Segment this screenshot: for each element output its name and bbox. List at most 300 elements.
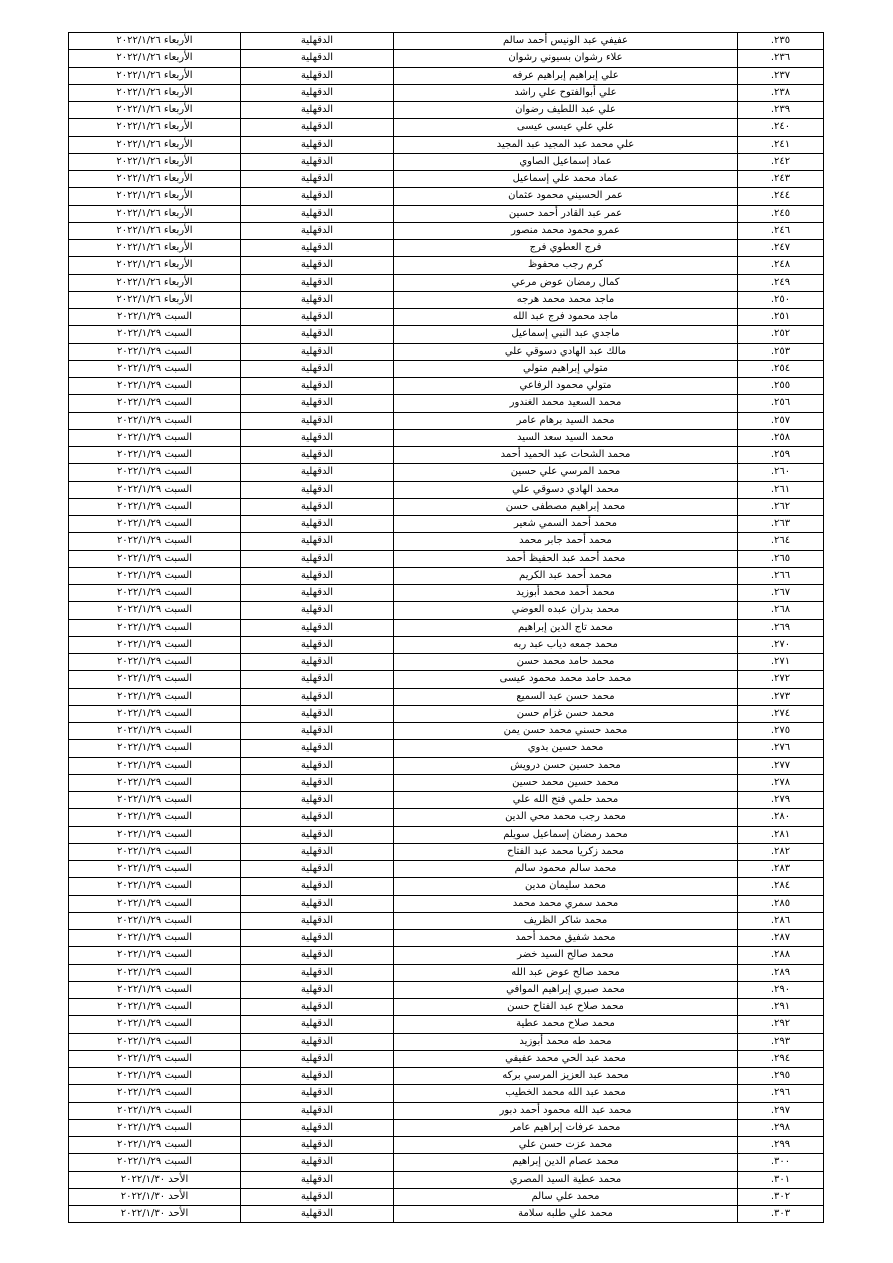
date-cell: السبت ٢٠٢٢/١/٢٩ <box>69 533 241 550</box>
date-cell: السبت ٢٠٢٢/١/٢٩ <box>69 809 241 826</box>
row-number-cell: ٢٦٦. <box>738 567 824 584</box>
table-row <box>69 567 824 584</box>
date-cell: السبت ٢٠٢٢/١/٢٩ <box>69 360 241 377</box>
table-row <box>69 360 824 377</box>
name-cell: محمد علي طلبه سلامة <box>394 1206 738 1223</box>
governorate-cell: الدقهلية <box>241 999 394 1016</box>
governorate-cell: الدقهلية <box>241 274 394 291</box>
governorate-cell: الدقهلية <box>241 412 394 429</box>
date-cell: الأربعاء ٢٠٢٢/١/٢٦ <box>69 102 241 119</box>
table-row <box>69 33 824 50</box>
date-cell: السبت ٢٠٢٢/١/٢٩ <box>69 654 241 671</box>
row-number-cell: ٢٨٥. <box>738 895 824 912</box>
name-cell: محمد عبد الحي محمد عفيفي <box>394 1050 738 1067</box>
date-cell: السبت ٢٠٢٢/١/٢٩ <box>69 429 241 446</box>
governorate-cell: الدقهلية <box>241 516 394 533</box>
table-row <box>69 119 824 136</box>
date-cell: الأربعاء ٢٠٢٢/١/٢٦ <box>69 205 241 222</box>
date-cell: الأربعاء ٢٠٢٢/١/٢٦ <box>69 222 241 239</box>
table-row <box>69 188 824 205</box>
governorate-cell: الدقهلية <box>241 567 394 584</box>
table-row <box>69 999 824 1016</box>
governorate-cell: الدقهلية <box>241 153 394 170</box>
row-number-cell: ٣٠٣. <box>738 1206 824 1223</box>
table-row <box>69 395 824 412</box>
date-cell: السبت ٢٠٢٢/١/٢٩ <box>69 1085 241 1102</box>
governorate-cell: الدقهلية <box>241 395 394 412</box>
row-number-cell: ٢٦٥. <box>738 550 824 567</box>
governorate-cell: الدقهلية <box>241 792 394 809</box>
name-cell: محمد جمعه دياب عبد ربه <box>394 636 738 653</box>
table-row <box>69 688 824 705</box>
date-cell: الأربعاء ٢٠٢٢/١/٢٦ <box>69 67 241 84</box>
table-row <box>69 1188 824 1205</box>
table-row <box>69 326 824 343</box>
names-table <box>68 32 824 1223</box>
governorate-cell: الدقهلية <box>241 654 394 671</box>
row-number-cell: ٣٠١. <box>738 1171 824 1188</box>
table-row <box>69 1016 824 1033</box>
name-cell: محمد عرفات إبراهيم عامر <box>394 1119 738 1136</box>
governorate-cell: الدقهلية <box>241 1085 394 1102</box>
governorate-cell: الدقهلية <box>241 447 394 464</box>
table-body <box>69 33 824 1223</box>
row-number-cell: ٢٧٢. <box>738 671 824 688</box>
date-cell: السبت ٢٠٢٢/١/٢٩ <box>69 843 241 860</box>
governorate-cell: الدقهلية <box>241 205 394 222</box>
name-cell: محمد السيد برهام عامر <box>394 412 738 429</box>
row-number-cell: ٢٤٩. <box>738 274 824 291</box>
governorate-cell: الدقهلية <box>241 84 394 101</box>
row-number-cell: ٢٦٩. <box>738 619 824 636</box>
governorate-cell: الدقهلية <box>241 740 394 757</box>
table-row <box>69 274 824 291</box>
row-number-cell: ٢٩٤. <box>738 1050 824 1067</box>
governorate-cell: الدقهلية <box>241 464 394 481</box>
row-number-cell: ٢٨٦. <box>738 912 824 929</box>
governorate-cell: الدقهلية <box>241 50 394 67</box>
governorate-cell: الدقهلية <box>241 636 394 653</box>
table-row <box>69 1085 824 1102</box>
table-row <box>69 550 824 567</box>
row-number-cell: ٢٩٨. <box>738 1119 824 1136</box>
name-cell: علي علي عيسى عيسى <box>394 119 738 136</box>
governorate-cell: الدقهلية <box>241 533 394 550</box>
row-number-cell: ٢٤٦. <box>738 222 824 239</box>
name-cell: كرم رجب محفوظ <box>394 257 738 274</box>
table-row <box>69 585 824 602</box>
date-cell: السبت ٢٠٢٢/١/٢٩ <box>69 930 241 947</box>
table-row <box>69 1154 824 1171</box>
governorate-cell: الدقهلية <box>241 171 394 188</box>
date-cell: السبت ٢٠٢٢/١/٢٩ <box>69 516 241 533</box>
governorate-cell: الدقهلية <box>241 619 394 636</box>
governorate-cell: الدقهلية <box>241 291 394 308</box>
name-cell: محمد عصام الدين إبراهيم <box>394 1154 738 1171</box>
name-cell: محمد حسن عبد السميع <box>394 688 738 705</box>
table-row <box>69 826 824 843</box>
table-row <box>69 843 824 860</box>
row-number-cell: ٢٧٦. <box>738 740 824 757</box>
governorate-cell: الدقهلية <box>241 498 394 515</box>
date-cell: الأربعاء ٢٠٢٢/١/٢٦ <box>69 119 241 136</box>
row-number-cell: ٢٣٩. <box>738 102 824 119</box>
table-row <box>69 602 824 619</box>
table-row <box>69 1102 824 1119</box>
governorate-cell: الدقهلية <box>241 688 394 705</box>
governorate-cell: الدقهلية <box>241 1068 394 1085</box>
governorate-cell: الدقهلية <box>241 723 394 740</box>
date-cell: السبت ٢٠٢٢/١/٢٩ <box>69 395 241 412</box>
governorate-cell: الدقهلية <box>241 1119 394 1136</box>
name-cell: علي إبراهيم إبراهيم عرفه <box>394 67 738 84</box>
table-row <box>69 447 824 464</box>
governorate-cell: الدقهلية <box>241 809 394 826</box>
row-number-cell: ٢٩١. <box>738 999 824 1016</box>
date-cell: السبت ٢٠٢٢/١/٢٩ <box>69 550 241 567</box>
date-cell: السبت ٢٠٢٢/١/٢٩ <box>69 1050 241 1067</box>
date-cell: السبت ٢٠٢٢/١/٢٩ <box>69 947 241 964</box>
table-row <box>69 774 824 791</box>
date-cell: السبت ٢٠٢٢/١/٢٩ <box>69 326 241 343</box>
name-cell: محمد سالم محمود سالم <box>394 861 738 878</box>
name-cell: محمد رمضان إسماعيل سويلم <box>394 826 738 843</box>
table-row <box>69 671 824 688</box>
table-row <box>69 636 824 653</box>
name-cell: محمد بدران عبده العوضي <box>394 602 738 619</box>
table-row <box>69 740 824 757</box>
date-cell: السبت ٢٠٢٢/١/٢٩ <box>69 412 241 429</box>
governorate-cell: الدقهلية <box>241 1154 394 1171</box>
name-cell: ماجد محمد محمد هرجه <box>394 291 738 308</box>
name-cell: محمد حسين محمد حسين <box>394 774 738 791</box>
table-row <box>69 102 824 119</box>
governorate-cell: الدقهلية <box>241 964 394 981</box>
governorate-cell: الدقهلية <box>241 1102 394 1119</box>
row-number-cell: ٢٤٣. <box>738 171 824 188</box>
table-row <box>69 153 824 170</box>
name-cell: محمد أحمد السمي شعير <box>394 516 738 533</box>
name-cell: محمد المرسي علي حسين <box>394 464 738 481</box>
name-cell: محمد صالح عوض عبد الله <box>394 964 738 981</box>
date-cell: السبت ٢٠٢٢/١/٢٩ <box>69 464 241 481</box>
governorate-cell: الدقهلية <box>241 774 394 791</box>
governorate-cell: الدقهلية <box>241 895 394 912</box>
governorate-cell: الدقهلية <box>241 1171 394 1188</box>
row-number-cell: ٢٥٨. <box>738 429 824 446</box>
table-row <box>69 222 824 239</box>
date-cell: الأحد ٢٠٢٢/١/٣٠ <box>69 1206 241 1223</box>
table-row <box>69 792 824 809</box>
table-row <box>69 498 824 515</box>
row-number-cell: ٢٧٣. <box>738 688 824 705</box>
table-row <box>69 67 824 84</box>
name-cell: محمد أحمد محمد أبوزيد <box>394 585 738 602</box>
governorate-cell: الدقهلية <box>241 102 394 119</box>
row-number-cell: ٢٥٠. <box>738 291 824 308</box>
row-number-cell: ٢٩٢. <box>738 1016 824 1033</box>
name-cell: محمد الشحات عبد الحميد أحمد <box>394 447 738 464</box>
row-number-cell: ٢٣٦. <box>738 50 824 67</box>
name-cell: عمرو محمود محمد منصور <box>394 222 738 239</box>
row-number-cell: ٢٥٣. <box>738 343 824 360</box>
name-cell: متولي إبراهيم متولي <box>394 360 738 377</box>
table-row <box>69 654 824 671</box>
row-number-cell: ٢٦١. <box>738 481 824 498</box>
table-row <box>69 723 824 740</box>
table-row <box>69 464 824 481</box>
date-cell: السبت ٢٠٢٢/١/٢٩ <box>69 1033 241 1050</box>
date-cell: السبت ٢٠٢٢/١/٢٩ <box>69 1016 241 1033</box>
row-number-cell: ٢٦٠. <box>738 464 824 481</box>
date-cell: السبت ٢٠٢٢/١/٢٩ <box>69 688 241 705</box>
name-cell: محمد السيد سعد السيد <box>394 429 738 446</box>
name-cell: محمد أحمد جابر محمد <box>394 533 738 550</box>
row-number-cell: ٢٨٣. <box>738 861 824 878</box>
row-number-cell: ٢٩٩. <box>738 1137 824 1154</box>
row-number-cell: ٢٣٧. <box>738 67 824 84</box>
name-cell: عفيفي عبد الونيس أحمد سالم <box>394 33 738 50</box>
name-cell: ماجدي عبد النبي إسماعيل <box>394 326 738 343</box>
governorate-cell: الدقهلية <box>241 1188 394 1205</box>
date-cell: الأربعاء ٢٠٢٢/١/٢٦ <box>69 291 241 308</box>
date-cell: السبت ٢٠٢٢/١/٢٩ <box>69 740 241 757</box>
name-cell: متولي محمود الرفاعي <box>394 378 738 395</box>
governorate-cell: الدقهلية <box>241 429 394 446</box>
row-number-cell: ٣٠٠. <box>738 1154 824 1171</box>
row-number-cell: ٢٥٢. <box>738 326 824 343</box>
name-cell: محمد شفيق محمد أحمد <box>394 930 738 947</box>
name-cell: محمد الهادي دسوقي علي <box>394 481 738 498</box>
row-number-cell: ٢٥٥. <box>738 378 824 395</box>
table-row <box>69 1068 824 1085</box>
name-cell: علاء رشوان بسيوني رشوان <box>394 50 738 67</box>
row-number-cell: ٢٧٨. <box>738 774 824 791</box>
table-row <box>69 757 824 774</box>
row-number-cell: ٢٨٠. <box>738 809 824 826</box>
date-cell: السبت ٢٠٢٢/١/٢٩ <box>69 447 241 464</box>
table-row <box>69 257 824 274</box>
table-row <box>69 619 824 636</box>
date-cell: السبت ٢٠٢٢/١/٢٩ <box>69 757 241 774</box>
name-cell: كمال رمضان عوض مرعي <box>394 274 738 291</box>
table-row <box>69 964 824 981</box>
name-cell: محمد تاج الدين إبراهيم <box>394 619 738 636</box>
name-cell: مالك عبد الهادي دسوقي علي <box>394 343 738 360</box>
name-cell: محمد إبراهيم مصطفى حسن <box>394 498 738 515</box>
row-number-cell: ٢٣٨. <box>738 84 824 101</box>
row-number-cell: ٢٧٩. <box>738 792 824 809</box>
governorate-cell: الدقهلية <box>241 671 394 688</box>
table-row <box>69 981 824 998</box>
name-cell: محمد صبري إبراهيم الموافي <box>394 981 738 998</box>
date-cell: الأربعاء ٢٠٢٢/١/٢٦ <box>69 171 241 188</box>
row-number-cell: ٢٧٧. <box>738 757 824 774</box>
table-row <box>69 895 824 912</box>
governorate-cell: الدقهلية <box>241 481 394 498</box>
name-cell: علي أبوالفتوح علي راشد <box>394 84 738 101</box>
governorate-cell: الدقهلية <box>241 188 394 205</box>
governorate-cell: الدقهلية <box>241 930 394 947</box>
row-number-cell: ٢٨٧. <box>738 930 824 947</box>
date-cell: السبت ٢٠٢٢/١/٢٩ <box>69 1102 241 1119</box>
date-cell: السبت ٢٠٢٢/١/٢٩ <box>69 964 241 981</box>
name-cell: علي محمد عبد المجيد عبد المجيد <box>394 136 738 153</box>
row-number-cell: ٢٧٥. <box>738 723 824 740</box>
row-number-cell: ٢٨١. <box>738 826 824 843</box>
governorate-cell: الدقهلية <box>241 981 394 998</box>
table-row <box>69 343 824 360</box>
governorate-cell: الدقهلية <box>241 550 394 567</box>
date-cell: الأربعاء ٢٠٢٢/١/٢٦ <box>69 84 241 101</box>
row-number-cell: ٢٦٤. <box>738 533 824 550</box>
name-cell: محمد عزت حسن علي <box>394 1137 738 1154</box>
name-cell: محمد رجب محمد محي الدين <box>394 809 738 826</box>
name-cell: محمد أحمد عبد الحفيظ أحمد <box>394 550 738 567</box>
table-row <box>69 947 824 964</box>
governorate-cell: الدقهلية <box>241 861 394 878</box>
table-row <box>69 809 824 826</box>
date-cell: السبت ٢٠٢٢/١/٢٩ <box>69 861 241 878</box>
name-cell: محمد طه محمد أبوزيد <box>394 1033 738 1050</box>
row-number-cell: ٢٩٣. <box>738 1033 824 1050</box>
date-cell: السبت ٢٠٢٢/١/٢٩ <box>69 585 241 602</box>
date-cell: السبت ٢٠٢٢/١/٢٩ <box>69 378 241 395</box>
table-row <box>69 50 824 67</box>
date-cell: السبت ٢٠٢٢/١/٢٩ <box>69 774 241 791</box>
name-cell: محمد سمري محمد محمد <box>394 895 738 912</box>
date-cell: السبت ٢٠٢٢/١/٢٩ <box>69 912 241 929</box>
governorate-cell: الدقهلية <box>241 326 394 343</box>
governorate-cell: الدقهلية <box>241 1033 394 1050</box>
row-number-cell: ٢٥١. <box>738 309 824 326</box>
name-cell: محمد عبد العزيز المرسي بركه <box>394 1068 738 1085</box>
row-number-cell: ٢٥٤. <box>738 360 824 377</box>
name-cell: محمد سليمان مدين <box>394 878 738 895</box>
governorate-cell: الدقهلية <box>241 309 394 326</box>
row-number-cell: ٢٤٥. <box>738 205 824 222</box>
date-cell: الأربعاء ٢٠٢٢/١/٢٦ <box>69 240 241 257</box>
row-number-cell: ٢٤٨. <box>738 257 824 274</box>
governorate-cell: الدقهلية <box>241 1016 394 1033</box>
row-number-cell: ٢٤٧. <box>738 240 824 257</box>
date-cell: السبت ٢٠٢٢/١/٢٩ <box>69 792 241 809</box>
row-number-cell: ٢٧٤. <box>738 705 824 722</box>
date-cell: السبت ٢٠٢٢/١/٢٩ <box>69 999 241 1016</box>
row-number-cell: ٢٦٢. <box>738 498 824 515</box>
row-number-cell: ٢٨٤. <box>738 878 824 895</box>
date-cell: السبت ٢٠٢٢/١/٢٩ <box>69 567 241 584</box>
name-cell: محمد حامد محمد محمود عيسى <box>394 671 738 688</box>
governorate-cell: الدقهلية <box>241 843 394 860</box>
date-cell: الأحد ٢٠٢٢/١/٣٠ <box>69 1188 241 1205</box>
name-cell: محمد علي سالم <box>394 1188 738 1205</box>
governorate-cell: الدقهلية <box>241 878 394 895</box>
name-cell: محمد زكريا محمد عبد الفتاح <box>394 843 738 860</box>
date-cell: السبت ٢٠٢٢/١/٢٩ <box>69 1154 241 1171</box>
date-cell: السبت ٢٠٢٢/١/٢٩ <box>69 636 241 653</box>
table-row <box>69 1050 824 1067</box>
table-row <box>69 1206 824 1223</box>
name-cell: محمد حامد محمد حسن <box>394 654 738 671</box>
governorate-cell: الدقهلية <box>241 947 394 964</box>
row-number-cell: ٢٤١. <box>738 136 824 153</box>
date-cell: السبت ٢٠٢٢/١/٢٩ <box>69 309 241 326</box>
governorate-cell: الدقهلية <box>241 33 394 50</box>
name-cell: ماجد محمود فرج عبد الله <box>394 309 738 326</box>
table-row <box>69 136 824 153</box>
name-cell: محمد أحمد عبد الكريم <box>394 567 738 584</box>
governorate-cell: الدقهلية <box>241 240 394 257</box>
date-cell: الأربعاء ٢٠٢٢/١/٢٦ <box>69 33 241 50</box>
name-cell: عماد إسماعيل الصاوي <box>394 153 738 170</box>
governorate-cell: الدقهلية <box>241 360 394 377</box>
date-cell: السبت ٢٠٢٢/١/٢٩ <box>69 602 241 619</box>
row-number-cell: ٢٩٥. <box>738 1068 824 1085</box>
name-cell: محمد حسين حسن درويش <box>394 757 738 774</box>
name-cell: عماد محمد علي إسماعيل <box>394 171 738 188</box>
table-row <box>69 878 824 895</box>
row-number-cell: ٢٤٢. <box>738 153 824 170</box>
date-cell: السبت ٢٠٢٢/١/٢٩ <box>69 895 241 912</box>
name-cell: محمد حلمي فتح الله علي <box>394 792 738 809</box>
date-cell: السبت ٢٠٢٢/١/٢٩ <box>69 671 241 688</box>
name-cell: فرج العطوي فرج <box>394 240 738 257</box>
table-row <box>69 1137 824 1154</box>
governorate-cell: الدقهلية <box>241 826 394 843</box>
table-row <box>69 1171 824 1188</box>
name-cell: محمد شاكر الظريف <box>394 912 738 929</box>
governorate-cell: الدقهلية <box>241 222 394 239</box>
table-row <box>69 912 824 929</box>
date-cell: السبت ٢٠٢٢/١/٢٩ <box>69 1068 241 1085</box>
name-cell: محمد صلاح محمد عطية <box>394 1016 738 1033</box>
table-row <box>69 309 824 326</box>
row-number-cell: ٢٥٦. <box>738 395 824 412</box>
name-cell: محمد صلاح عبد الفتاح حسن <box>394 999 738 1016</box>
table-row <box>69 240 824 257</box>
governorate-cell: الدقهلية <box>241 757 394 774</box>
date-cell: السبت ٢٠٢٢/١/٢٩ <box>69 981 241 998</box>
row-number-cell: ٢٥٧. <box>738 412 824 429</box>
table-row <box>69 378 824 395</box>
table-row <box>69 84 824 101</box>
row-number-cell: ٢٨٩. <box>738 964 824 981</box>
row-number-cell: ٢٦٨. <box>738 602 824 619</box>
date-cell: الأحد ٢٠٢٢/١/٣٠ <box>69 1171 241 1188</box>
row-number-cell: ٢٧٠. <box>738 636 824 653</box>
name-cell: محمد عطية السيد المصري <box>394 1171 738 1188</box>
row-number-cell: ٢٦٧. <box>738 585 824 602</box>
date-cell: السبت ٢٠٢٢/١/٢٩ <box>69 826 241 843</box>
table-row <box>69 930 824 947</box>
name-cell: محمد السعيد محمد الغندور <box>394 395 738 412</box>
table-row <box>69 861 824 878</box>
date-cell: الأربعاء ٢٠٢٢/١/٢٦ <box>69 274 241 291</box>
date-cell: الأربعاء ٢٠٢٢/١/٢٦ <box>69 188 241 205</box>
row-number-cell: ٢٣٥. <box>738 33 824 50</box>
row-number-cell: ٣٠٢. <box>738 1188 824 1205</box>
row-number-cell: ٢٩٧. <box>738 1102 824 1119</box>
table-row <box>69 412 824 429</box>
governorate-cell: الدقهلية <box>241 912 394 929</box>
date-cell: السبت ٢٠٢٢/١/٢٩ <box>69 481 241 498</box>
name-cell: عمر الحسيني محمود عثمان <box>394 188 738 205</box>
date-cell: السبت ٢٠٢٢/١/٢٩ <box>69 1137 241 1154</box>
name-cell: محمد عبد الله محمود أحمد دبور <box>394 1102 738 1119</box>
row-number-cell: ٢٤٤. <box>738 188 824 205</box>
name-cell: محمد حسين بدوي <box>394 740 738 757</box>
